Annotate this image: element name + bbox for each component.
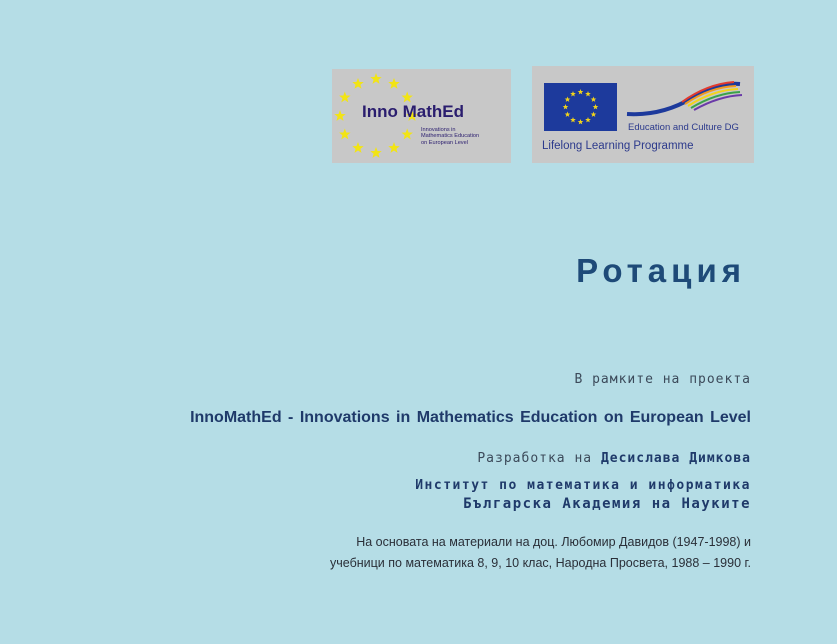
project-intro: В рамките на проекта (574, 372, 751, 387)
eu-star-icon (578, 119, 584, 124)
star-icon (401, 92, 412, 103)
institute-name: Институт по математика и информатика (415, 478, 751, 493)
rainbow-swoosh-icon (622, 76, 752, 126)
star-icon (339, 129, 350, 140)
development-credit (477, 451, 751, 466)
star-icon (401, 129, 412, 140)
innomathed-logo (332, 69, 511, 163)
based-on-line-1: На основата на материали на доц. Любомир Давидов (1947-1998) и (356, 535, 751, 549)
page-title: Ротация (576, 252, 746, 289)
eu-flag-icon (544, 83, 617, 131)
eu-star-icon (565, 112, 571, 117)
innomathed-logo-subtitle (421, 127, 479, 146)
eu-star-icon (585, 117, 591, 122)
author-name: Десислава Димкова (600, 451, 751, 466)
project-name: InnoMathEd - Innovations in Mathematics Education on European Level (190, 409, 751, 426)
eu-star-icon (570, 91, 576, 96)
eu-star-icon (593, 104, 599, 109)
eu-lifelong-learning-logo (532, 66, 754, 163)
development-prefix: Разработка на (477, 451, 601, 466)
innomathed-logo-subtitle-line: on European Level (421, 139, 468, 146)
star-icon (352, 142, 363, 153)
star-icon (339, 92, 350, 103)
eu-star-icon (591, 112, 597, 117)
eu-star-icon (565, 97, 571, 102)
star-icon (370, 73, 381, 84)
star-icon (370, 147, 381, 158)
innomathed-logo-subtitle-line: Innovations in (421, 127, 456, 133)
eu-star-icon (570, 117, 576, 122)
eu-star-icon (563, 104, 569, 109)
star-icon (388, 142, 399, 153)
based-on-line-2: учебници по математика 8, 9, 10 клас, Народна Просвета, 1988 – 1990 г. (330, 556, 751, 570)
star-icon (352, 78, 363, 89)
star-icon (388, 78, 399, 89)
innomathed-logo-title: Inno MathEd (362, 102, 464, 121)
eu-dg-label: Education and Culture DG (628, 122, 739, 133)
eu-star-icon (585, 91, 591, 96)
star-icon (334, 110, 345, 121)
eu-star-icon (591, 97, 597, 102)
innomathed-logo-subtitle-line: Mathematics Education (421, 133, 480, 140)
eu-programme-label: Lifelong Learning Programme (542, 140, 694, 152)
academy-name: Българска Академия на Науките (463, 496, 751, 512)
eu-star-icon (578, 89, 584, 94)
